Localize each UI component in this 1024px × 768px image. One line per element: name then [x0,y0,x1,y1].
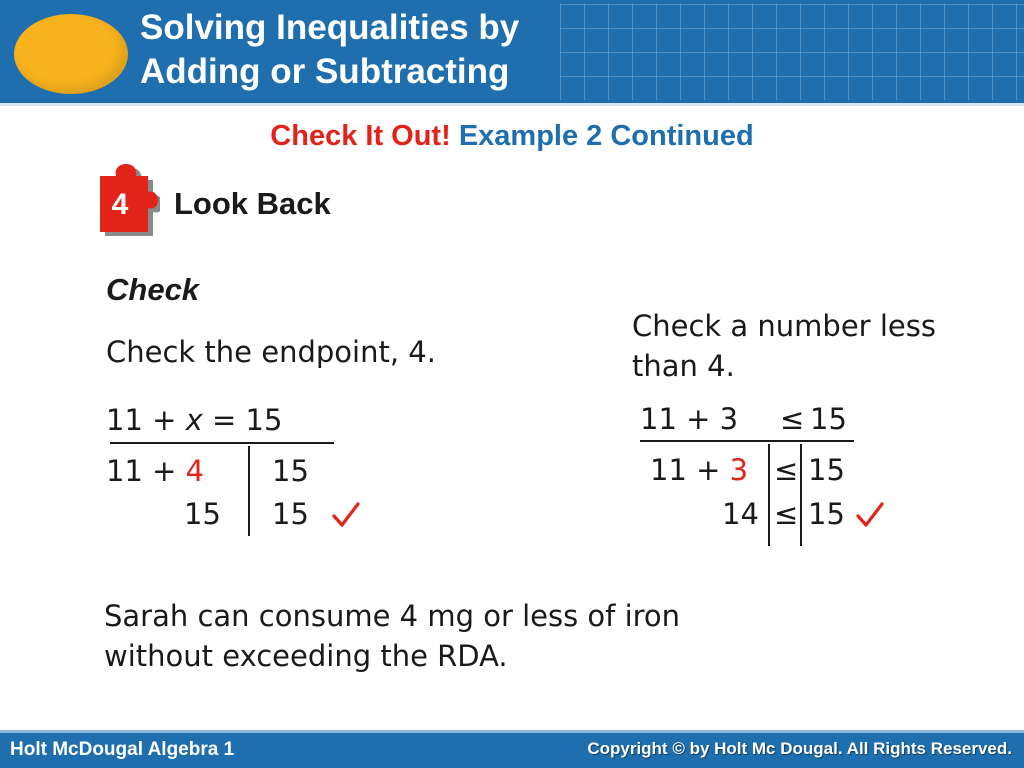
less-vertical-rule-right [800,444,802,546]
slide-title-line2: Adding or Subtracting [140,52,510,91]
step-number: 4 [111,188,129,221]
slide-subtitle [0,116,1024,156]
step-label: Look Back [174,186,331,221]
check-mark-icon [856,502,884,528]
header-banner [0,0,1024,103]
less-inequality-right: 15 [810,402,847,436]
less-check-label [632,306,1012,386]
less-row1-symbol: ≤ [774,453,799,487]
less-inequality-symbol: ≤ [780,402,805,436]
less-check-label-line1: Check a number less [632,309,936,343]
endpoint-row1-value: 4 [185,454,205,488]
less-row1-prefix: 11 + [650,453,730,487]
less-row1-left [650,452,748,488]
header-logo-oval [14,14,128,94]
less-row1-value: 3 [729,453,749,487]
header-grid-pattern [560,4,1024,100]
slide-title-line1: Solving Inequalities by [140,8,520,47]
less-row2-left: 14 [722,497,759,531]
endpoint-row2-left: 15 [184,497,221,531]
endpoint-horizontal-rule [110,442,334,444]
endpoint-equation-post: = 15 [202,403,283,437]
conclusion-line1: Sarah can consume 4 mg or less of iron [104,599,681,633]
endpoint-vertical-rule [248,446,250,536]
less-vertical-rule-left [768,444,770,546]
endpoint-row2-right: 15 [272,497,309,531]
less-check-label-line2: than 4. [632,349,735,383]
check-mark-icon [332,502,360,528]
endpoint-row1-left [106,453,204,489]
less-row2-right: 15 [808,497,845,531]
endpoint-check-label: Check the endpoint, 4. [106,335,436,369]
conclusion-line2: without exceeding the RDA. [104,639,508,673]
step-badge [98,164,160,236]
less-row2-symbol: ≤ [774,497,799,531]
endpoint-equation [106,402,282,438]
endpoint-equation-var: x [185,403,203,437]
puzzle-piece-icon [98,164,160,236]
subtitle-check-it-out: Check It Out! [270,120,451,152]
footer-course-label: Holt McDougal Algebra 1 [10,739,235,760]
slide-title [140,6,519,94]
less-inequality-left: 11 + 3 [640,402,739,436]
header-divider [0,103,1024,106]
check-heading: Check [106,272,200,307]
endpoint-row1-right: 15 [272,454,309,488]
endpoint-equation-pre: 11 + [106,403,186,437]
subtitle-example: Example 2 Continued [458,120,754,152]
conclusion-text [104,596,904,676]
endpoint-row1-prefix: 11 + [106,454,186,488]
less-horizontal-rule [640,440,854,442]
footer-bar [0,730,1024,768]
footer-copyright: Copyright © by Holt Mc Dougal. All Rights Reserved. [587,739,1012,758]
less-row1-right: 15 [808,453,845,487]
